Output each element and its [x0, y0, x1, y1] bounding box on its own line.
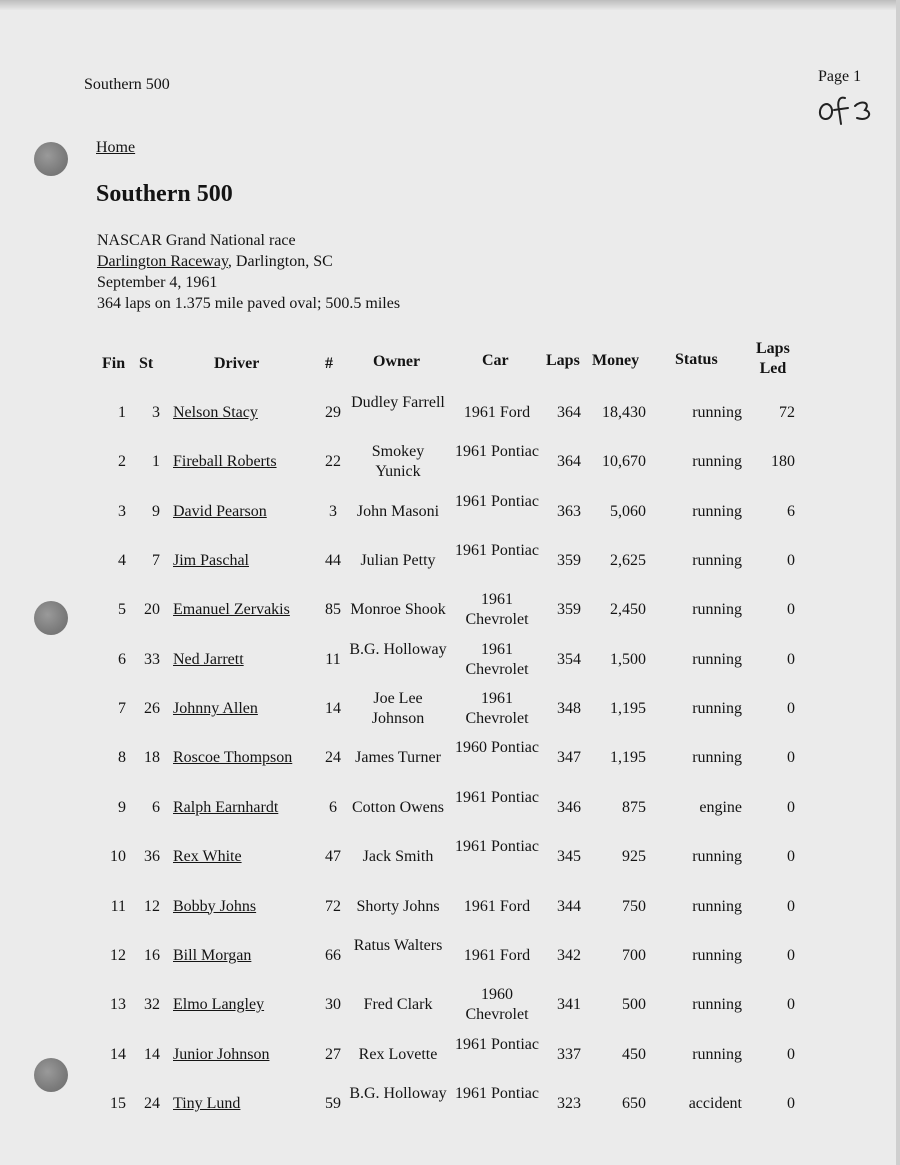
- cell-laps-led: 0: [787, 552, 795, 570]
- cell-owner: Monroe Shook: [350, 601, 446, 619]
- cell-start: 3: [152, 404, 160, 421]
- handwritten-page-note: [815, 88, 875, 128]
- cell-fin: 15: [110, 1094, 126, 1112]
- cell-car: 1961 Pontiac: [455, 492, 539, 510]
- cell-fin: 7: [118, 700, 126, 718]
- cell-laps-led: 72: [779, 404, 795, 421]
- cell-car: 1961 Chevrolet: [465, 640, 529, 678]
- cell-start: 18: [144, 749, 160, 767]
- punch-hole: [34, 601, 68, 635]
- cell-car-number: 30: [325, 996, 341, 1014]
- driver-link[interactable]: Bobby Johns: [173, 897, 257, 915]
- cell-start: 24: [144, 1094, 160, 1112]
- race-info: [97, 230, 400, 314]
- cell-laps: 341: [557, 996, 581, 1014]
- driver-link[interactable]: Johnny Allen: [173, 700, 258, 718]
- cell-status: engine: [699, 798, 742, 816]
- cell-laps: 342: [557, 946, 581, 964]
- cell-money: 450: [622, 1045, 646, 1063]
- cell-money: 925: [622, 848, 646, 866]
- cell-car: 1961 Pontiac: [455, 542, 539, 560]
- cell-fin: 13: [110, 996, 126, 1014]
- cell-start: 9: [152, 502, 160, 520]
- cell-car: 1961 Pontiac: [455, 788, 539, 806]
- cell-car-number: 24: [325, 749, 341, 767]
- col-header-car: Car: [482, 352, 509, 369]
- cell-laps: 347: [557, 749, 581, 767]
- col-header-laps: Laps: [546, 352, 580, 369]
- driver-link[interactable]: Roscoe Thompson: [173, 749, 293, 767]
- cell-laps-led: 0: [787, 601, 795, 619]
- cell-car: 1961 Chevrolet: [465, 591, 529, 629]
- print-header-title: Southern 500: [84, 76, 170, 93]
- cell-laps-led: 0: [787, 897, 795, 915]
- cell-status: running: [692, 848, 742, 866]
- cell-laps: 348: [557, 700, 581, 718]
- cell-start: 6: [152, 798, 160, 816]
- driver-link[interactable]: Ralph Earnhardt: [173, 798, 279, 816]
- cell-car: 1960 Chevrolet: [465, 986, 529, 1024]
- driver-link[interactable]: Fireball Roberts: [173, 453, 277, 471]
- cell-car-number: 27: [325, 1045, 341, 1063]
- cell-car-number: 59: [325, 1094, 341, 1112]
- cell-fin: 11: [110, 897, 126, 915]
- cell-start: 7: [152, 552, 160, 570]
- cell-status: running: [692, 502, 742, 520]
- driver-link[interactable]: David Pearson: [173, 502, 267, 520]
- page-title: Southern 500: [96, 181, 233, 207]
- cell-owner: Jack Smith: [362, 848, 434, 866]
- cell-car-number: 66: [325, 946, 341, 964]
- race-details: 364 laps on 1.375 mile paved oval; 500.5 miles: [97, 295, 401, 312]
- cell-owner: Smokey Yunick: [371, 443, 425, 481]
- cell-fin: 9: [118, 798, 126, 816]
- cell-car: 1961 Pontiac: [455, 443, 539, 461]
- track-location: , Darlington, SC: [227, 253, 333, 270]
- driver-link[interactable]: Rex White: [173, 848, 242, 866]
- cell-status: running: [692, 601, 742, 619]
- cell-car-number: 6: [329, 798, 337, 816]
- cell-car-number: 22: [325, 453, 341, 471]
- cell-money: 1,195: [610, 700, 646, 718]
- cell-laps-led: 0: [787, 1094, 795, 1112]
- cell-laps: 337: [557, 1045, 581, 1063]
- cell-owner: B.G. Holloway: [349, 640, 447, 658]
- cell-laps: 364: [557, 404, 581, 421]
- cell-status: running: [692, 1045, 742, 1063]
- cell-fin: 12: [110, 946, 126, 964]
- cell-money: 10,670: [602, 453, 646, 471]
- col-header-driver: Driver: [214, 355, 260, 372]
- race-series: NASCAR Grand National race: [97, 232, 296, 249]
- cell-laps: 354: [557, 650, 581, 668]
- driver-link[interactable]: Bill Morgan: [173, 946, 252, 964]
- cell-status: running: [692, 996, 742, 1014]
- cell-start: 1: [152, 453, 160, 471]
- cell-car-number: 44: [325, 552, 341, 570]
- cell-laps-led: 0: [787, 1045, 795, 1063]
- cell-laps: 344: [557, 897, 581, 915]
- col-header-number: #: [325, 355, 333, 372]
- cell-laps-led: 180: [771, 453, 795, 471]
- cell-money: 5,060: [610, 502, 646, 520]
- cell-status: running: [692, 749, 742, 767]
- driver-link[interactable]: Tiny Lund: [173, 1094, 241, 1112]
- driver-link[interactable]: Emanuel Zervakis: [173, 601, 290, 619]
- home-link[interactable]: Home: [96, 139, 136, 156]
- cell-car: 1961 Pontiac: [455, 1035, 539, 1053]
- cell-car: 1961 Ford: [463, 897, 531, 915]
- driver-link[interactable]: Junior Johnson: [173, 1045, 270, 1063]
- cell-owner: Ratus Walters: [353, 936, 443, 954]
- cell-start: 12: [144, 897, 160, 915]
- cell-car: 1961 Chevrolet: [465, 690, 529, 728]
- cell-laps: 359: [557, 601, 581, 619]
- col-header-owner: Owner: [373, 353, 421, 370]
- cell-laps-led: 0: [787, 749, 795, 767]
- cell-laps-led: 0: [787, 798, 795, 816]
- cell-car: 1961 Pontiac: [455, 1084, 539, 1102]
- cell-money: 875: [622, 798, 646, 816]
- cell-laps: 345: [557, 848, 581, 866]
- cell-start: 32: [144, 996, 160, 1014]
- cell-car: 1961 Ford: [463, 404, 531, 421]
- cell-fin: 5: [118, 601, 126, 619]
- driver-link[interactable]: Jim Paschal: [173, 552, 249, 570]
- col-header-laps-led: Laps Led: [756, 340, 790, 377]
- driver-link[interactable]: Ned Jarrett: [173, 650, 244, 668]
- cell-start: 20: [144, 601, 160, 619]
- track-link[interactable]: Darlington Raceway: [97, 253, 228, 270]
- col-header-status: Status: [675, 351, 718, 368]
- cell-owner: Dudley Farrell: [351, 394, 445, 411]
- cell-owner: John Masoni: [356, 502, 440, 520]
- page-indicator: Page 1: [818, 68, 862, 85]
- cell-car: 1961 Pontiac: [455, 838, 539, 856]
- punch-hole: [34, 142, 68, 176]
- cell-car-number: 85: [325, 601, 341, 619]
- cell-car-number: 3: [329, 502, 337, 520]
- cell-car-number: 14: [325, 700, 341, 718]
- cell-status: running: [692, 650, 742, 668]
- punch-hole: [34, 1058, 68, 1092]
- cell-owner: Joe Lee Johnson: [371, 690, 425, 728]
- cell-money: 18,430: [602, 404, 646, 421]
- cell-money: 2,450: [610, 601, 646, 619]
- cell-laps: 323: [557, 1094, 581, 1112]
- cell-fin: 4: [118, 552, 126, 570]
- cell-status: accident: [688, 1094, 742, 1112]
- cell-start: 26: [144, 700, 160, 718]
- cell-owner: B.G. Holloway: [349, 1084, 447, 1102]
- cell-status: running: [692, 946, 742, 964]
- cell-fin: 8: [118, 749, 126, 767]
- cell-start: 16: [144, 946, 160, 964]
- race-date: September 4, 1961: [97, 274, 218, 291]
- cell-laps-led: 6: [787, 502, 795, 520]
- cell-owner: Cotton Owens: [352, 798, 444, 816]
- cell-money: 750: [622, 897, 646, 915]
- cell-owner: Julian Petty: [360, 552, 436, 570]
- cell-car-number: 47: [325, 848, 341, 866]
- cell-laps-led: 0: [787, 848, 795, 866]
- cell-status: running: [692, 897, 742, 915]
- cell-car: 1960 Pontiac: [455, 739, 539, 757]
- cell-car-number: 11: [325, 650, 341, 668]
- cell-fin: 1: [118, 404, 126, 421]
- race-track-line: [97, 251, 400, 272]
- cell-fin: 14: [110, 1045, 126, 1063]
- driver-link[interactable]: Nelson Stacy: [173, 404, 258, 421]
- col-header-st: St: [139, 355, 154, 372]
- cell-status: running: [692, 552, 742, 570]
- cell-money: 1,195: [610, 749, 646, 767]
- cell-money: 2,625: [610, 552, 646, 570]
- cell-fin: 6: [118, 650, 126, 668]
- scan-edge: [896, 0, 900, 1165]
- cell-status: running: [692, 453, 742, 471]
- col-header-fin: Fin: [102, 355, 126, 372]
- cell-owner: Fred Clark: [363, 996, 433, 1014]
- cell-car-number: 29: [325, 404, 341, 421]
- scan-edge: [0, 0, 900, 10]
- cell-laps: 364: [557, 453, 581, 471]
- driver-link[interactable]: Elmo Langley: [173, 996, 265, 1014]
- cell-start: 14: [144, 1045, 160, 1063]
- cell-laps: 359: [557, 552, 581, 570]
- cell-owner: Shorty Johns: [356, 897, 440, 915]
- cell-money: 700: [622, 946, 646, 964]
- cell-money: 650: [622, 1094, 646, 1112]
- cell-fin: 3: [118, 502, 126, 520]
- cell-laps: 363: [557, 502, 581, 520]
- cell-start: 33: [144, 650, 160, 668]
- cell-laps-led: 0: [787, 650, 795, 668]
- cell-start: 36: [144, 848, 160, 866]
- cell-car-number: 72: [325, 897, 341, 915]
- cell-fin: 10: [110, 848, 126, 866]
- cell-owner: James Turner: [355, 749, 441, 767]
- cell-laps-led: 0: [787, 946, 795, 964]
- col-header-money: Money: [592, 352, 640, 369]
- cell-owner: Rex Lovette: [358, 1045, 438, 1063]
- cell-laps-led: 0: [787, 700, 795, 718]
- cell-status: running: [692, 700, 742, 718]
- cell-money: 1,500: [610, 650, 646, 668]
- cell-money: 500: [622, 996, 646, 1014]
- cell-fin: 2: [118, 453, 126, 471]
- cell-laps-led: 0: [787, 996, 795, 1014]
- cell-status: running: [692, 404, 742, 421]
- cell-car: 1961 Ford: [463, 946, 531, 964]
- cell-laps: 346: [557, 798, 581, 816]
